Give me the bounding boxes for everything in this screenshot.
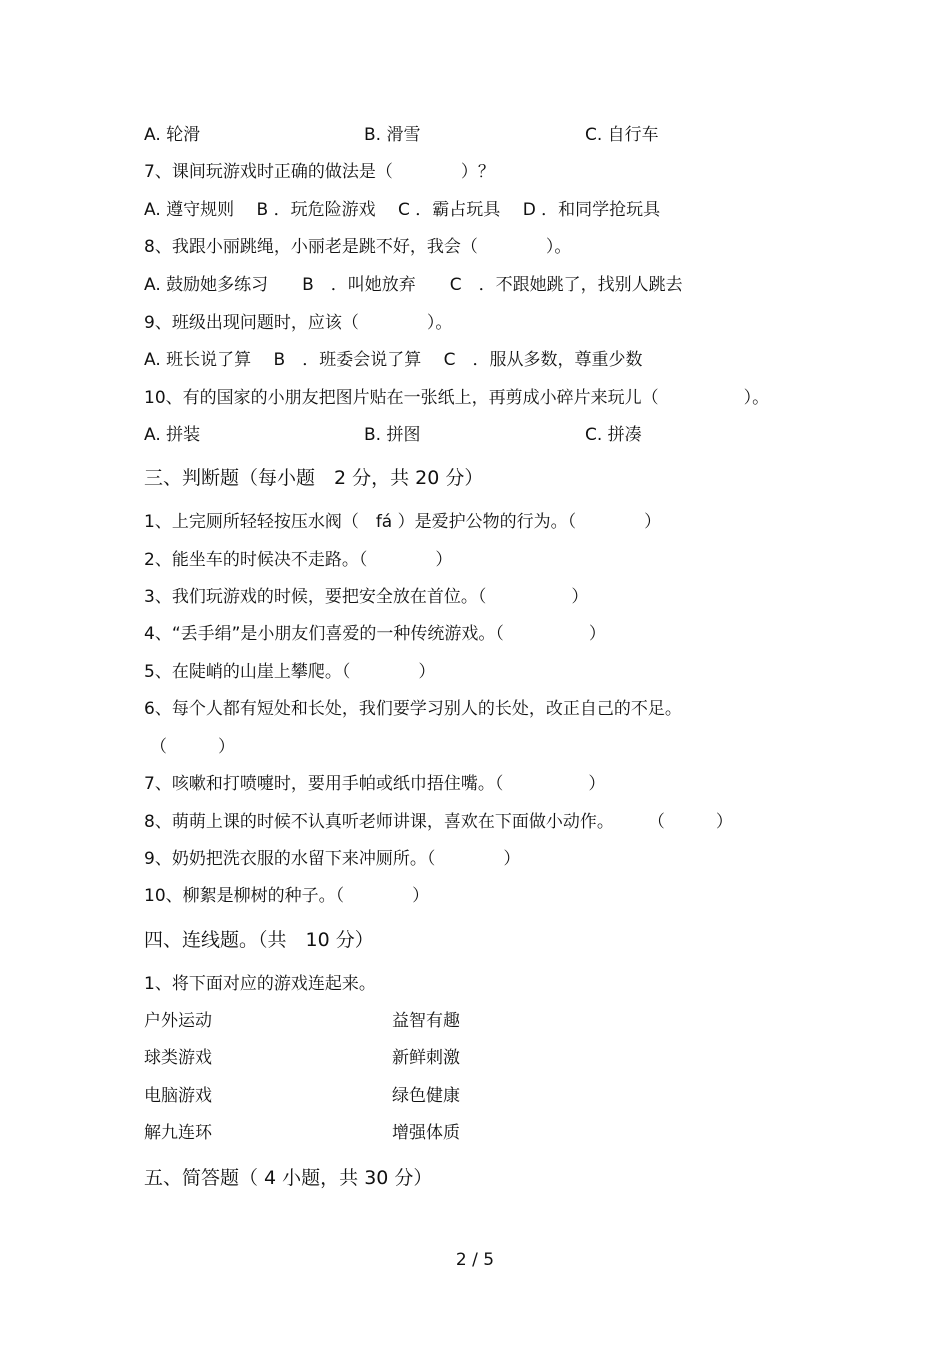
q10-option-b: B. 拼图 (364, 425, 421, 445)
q8-question: 8、我跟小丽跳绳，小丽老是跳不好，我会（ ）。 (144, 237, 572, 257)
judge-item: 1、上完厕所轻轻按压水阀（ fá ）是爱护公物的行为。（ ） (144, 512, 662, 532)
judge-item: 6、每个人都有短处和长处，我们要学习别人的长处，改正自己的不足。 (144, 699, 682, 719)
judge-item: 9、奶奶把洗衣服的水留下来冲厕所。（ ） (144, 849, 521, 869)
judge-item: 10、柳絮是柳树的种子。（ ） (144, 886, 430, 906)
page-number: 2 / 5 (455, 1250, 495, 1270)
judge-item: 8、萌萌上课的时候不认真听老师讲课，喜欢在下面做小动作。 （ ） (144, 812, 733, 832)
judge-item: 3、我们玩游戏的时候，要把安全放在首位。（ ） (144, 587, 589, 607)
judge-item: 2、能坐车的时候决不走路。（ ） (144, 550, 453, 570)
q10-option-a: A. 拼装 (144, 425, 201, 445)
match-left-item: 电脑游戏 (144, 1086, 212, 1106)
match-right-item: 益智有趣 (392, 1011, 460, 1031)
q6-option-c: C. 自行车 (585, 125, 659, 145)
q9-question: 9、班级出现问题时，应该（ ）。 (144, 313, 453, 333)
q8-options: A. 鼓励她多练习 B ．叫她放弃 C ．不跟她跳了，找别人跳去 (144, 275, 683, 295)
section4-heading: 四、连线题。（共 10 分） (144, 929, 374, 951)
q7-question: 7、课间玩游戏时正确的做法是（ ）？ (144, 162, 495, 182)
q7-options: A. 遵守规则 B ．玩危险游戏 C ．霸占玩具 D ．和同学抢玩具 (144, 200, 661, 220)
match-right-item: 绿色健康 (392, 1086, 460, 1106)
match-instruction: 1、将下面对应的游戏连起来。 (144, 974, 376, 994)
q10-option-c: C. 拼凑 (585, 425, 642, 445)
match-left-item: 球类游戏 (144, 1048, 212, 1068)
q10-question: 10、有的国家的小朋友把图片贴在一张纸上，再剪成小碎片来玩儿（ ）。 (144, 388, 770, 408)
match-right-item: 新鲜刺激 (392, 1048, 460, 1068)
judge-item: 5、在陡峭的山崖上攀爬。（ ） (144, 662, 436, 682)
judge-item-continuation: （ ） (150, 737, 235, 757)
section3-heading: 三、判断题（每小题 2 分，共 20 分） (144, 467, 484, 489)
judge-item: 4、“丢手绢”是小朋友们喜爱的一种传统游戏。（ ） (144, 624, 606, 644)
judge-item: 7、咳嗽和打喷嚏时，要用手帕或纸巾捂住嘴。（ ） (144, 774, 606, 794)
q9-options: A. 班长说了算 B ．班委会说了算 C ．服从多数，尊重少数 (144, 350, 643, 370)
section5-heading: 五、简答题（ 4 小题，共 30 分） (144, 1167, 433, 1189)
q6-option-b: B. 滑雪 (364, 125, 421, 145)
match-right-item: 增强体质 (392, 1123, 460, 1143)
match-left-item: 解九连环 (144, 1123, 212, 1143)
q6-option-a: A. 轮滑 (144, 125, 201, 145)
match-left-item: 户外运动 (144, 1011, 212, 1031)
